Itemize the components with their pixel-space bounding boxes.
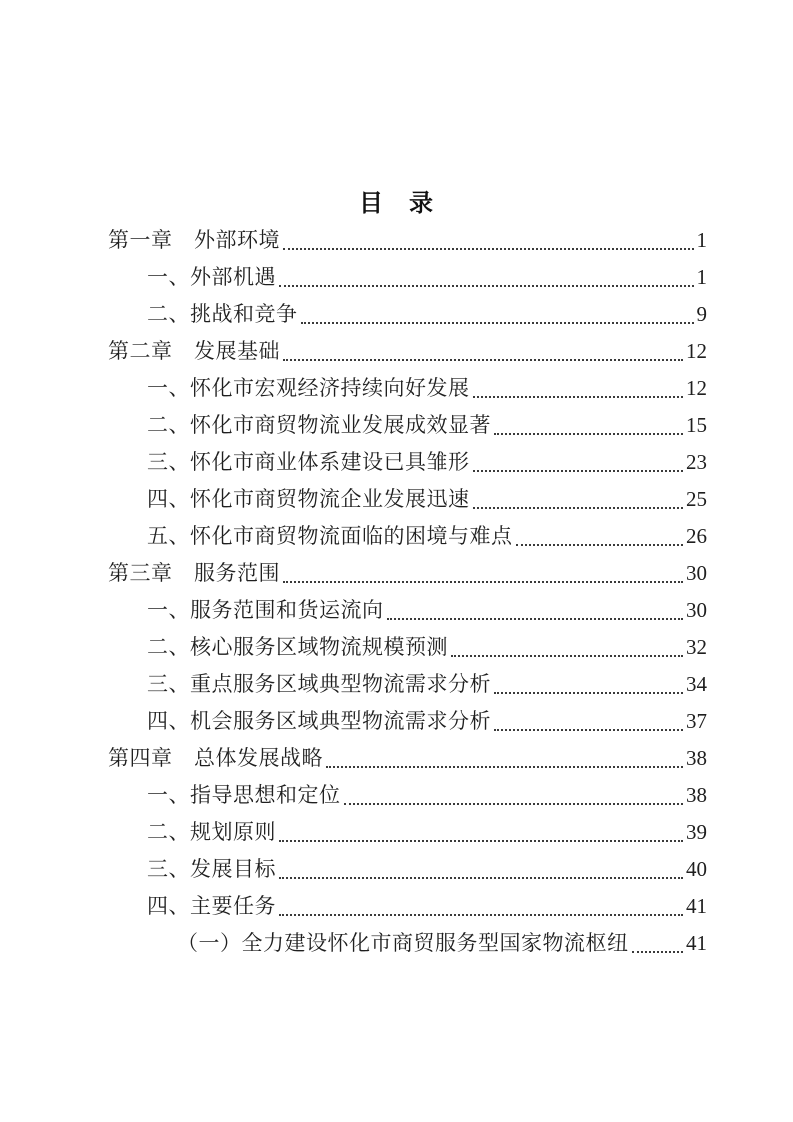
toc-entry[interactable]: [108, 814, 707, 851]
toc-entry[interactable]: [108, 370, 707, 407]
toc-entry-page: 30: [686, 561, 707, 585]
dot-leader: [473, 507, 684, 509]
toc-entry-label: 第一章 外部环境: [108, 228, 280, 252]
dot-leader: [494, 692, 683, 694]
toc-entry-page: 12: [686, 339, 707, 363]
dot-leader: [451, 655, 683, 657]
toc-entry-page: 38: [686, 783, 707, 807]
toc-entry-page: 1: [696, 265, 707, 289]
dot-leader: [279, 914, 683, 916]
page-title: 目 录: [359, 190, 434, 217]
toc-entry-page: 23: [686, 450, 707, 474]
toc-entry[interactable]: [108, 222, 707, 259]
toc-entry[interactable]: [108, 407, 707, 444]
toc-entry[interactable]: [108, 703, 707, 740]
toc-entry-label: 三、发展目标: [147, 857, 276, 881]
toc-entry-label: 第四章 总体发展战略: [108, 746, 323, 770]
toc-entry[interactable]: [108, 666, 707, 703]
toc-entry-label: 四、怀化市商贸物流企业发展迅速: [147, 487, 470, 511]
toc-entry[interactable]: [108, 296, 707, 333]
dot-leader: [279, 285, 694, 287]
dot-leader: [283, 581, 683, 583]
toc-entry-label: 二、核心服务区域物流规模预测: [147, 635, 448, 659]
toc-entry[interactable]: [108, 851, 707, 888]
toc-entry-page: 9: [696, 302, 707, 326]
dot-leader: [283, 248, 694, 250]
dot-leader: [516, 544, 684, 546]
toc-entry-page: 34: [686, 672, 707, 696]
toc-entry[interactable]: [108, 777, 707, 814]
dot-leader: [387, 618, 684, 620]
toc-entry[interactable]: [108, 481, 707, 518]
toc-entry-page: 12: [686, 376, 707, 400]
dot-leader: [283, 359, 683, 361]
toc-entry[interactable]: [108, 444, 707, 481]
toc-entry-label: 三、重点服务区域典型物流需求分析: [147, 672, 491, 696]
toc-entry-label: 第三章 服务范围: [108, 561, 280, 585]
toc-entry-page: 30: [686, 598, 707, 622]
dot-leader: [279, 840, 683, 842]
toc-entry-page: 40: [686, 857, 707, 881]
toc-entry[interactable]: [108, 555, 707, 592]
toc-entry-label: 三、怀化市商业体系建设已具雏形: [147, 450, 470, 474]
toc-entry[interactable]: [108, 333, 707, 370]
toc-entry-label: 一、指导思想和定位: [147, 783, 341, 807]
toc-entry-page: 15: [686, 413, 707, 437]
dot-leader: [494, 433, 683, 435]
toc-entry[interactable]: [108, 740, 707, 777]
toc-entry-page: 41: [686, 931, 707, 955]
toc-entry-page: 39: [686, 820, 707, 844]
toc-entry-label: 二、怀化市商贸物流业发展成效显著: [147, 413, 491, 437]
toc-entry[interactable]: [108, 592, 707, 629]
dot-leader: [473, 396, 684, 398]
toc-entry-label: 第二章 发展基础: [108, 339, 280, 363]
toc-entry[interactable]: [108, 629, 707, 666]
toc-entry[interactable]: [108, 925, 707, 962]
toc-entry-label: 一、怀化市宏观经济持续向好发展: [147, 376, 470, 400]
toc-entry[interactable]: [108, 259, 707, 296]
toc-entry-page: 32: [686, 635, 707, 659]
dot-leader: [279, 877, 683, 879]
toc-entry-page: 37: [686, 709, 707, 733]
toc-entry-page: 1: [696, 228, 707, 252]
toc-entry-label: 二、规划原则: [147, 820, 276, 844]
dot-leader: [326, 766, 683, 768]
toc-entry-page: 26: [686, 524, 707, 548]
toc-entry-label: 四、机会服务区域典型物流需求分析: [147, 709, 491, 733]
toc-entry-label: 二、挑战和竞争: [147, 302, 298, 326]
toc-entry[interactable]: [108, 518, 707, 555]
dot-leader: [301, 322, 694, 324]
toc-entry-page: 25: [686, 487, 707, 511]
toc-entry-page: 38: [686, 746, 707, 770]
toc-entry-label: 一、服务范围和货运流向: [147, 598, 384, 622]
toc-entry-label: 四、主要任务: [147, 894, 276, 918]
dot-leader: [473, 470, 684, 472]
toc-entry-label: （一）全力建设怀化市商贸服务型国家物流枢纽: [177, 931, 629, 955]
toc-entry[interactable]: [108, 888, 707, 925]
dot-leader: [632, 951, 684, 953]
dot-leader: [344, 803, 684, 805]
toc-entry-label: 一、外部机遇: [147, 265, 276, 289]
toc-entry-label: 五、怀化市商贸物流面临的困境与难点: [147, 524, 513, 548]
table-of-contents: [108, 222, 707, 962]
dot-leader: [494, 729, 683, 731]
toc-entry-page: 41: [686, 894, 707, 918]
